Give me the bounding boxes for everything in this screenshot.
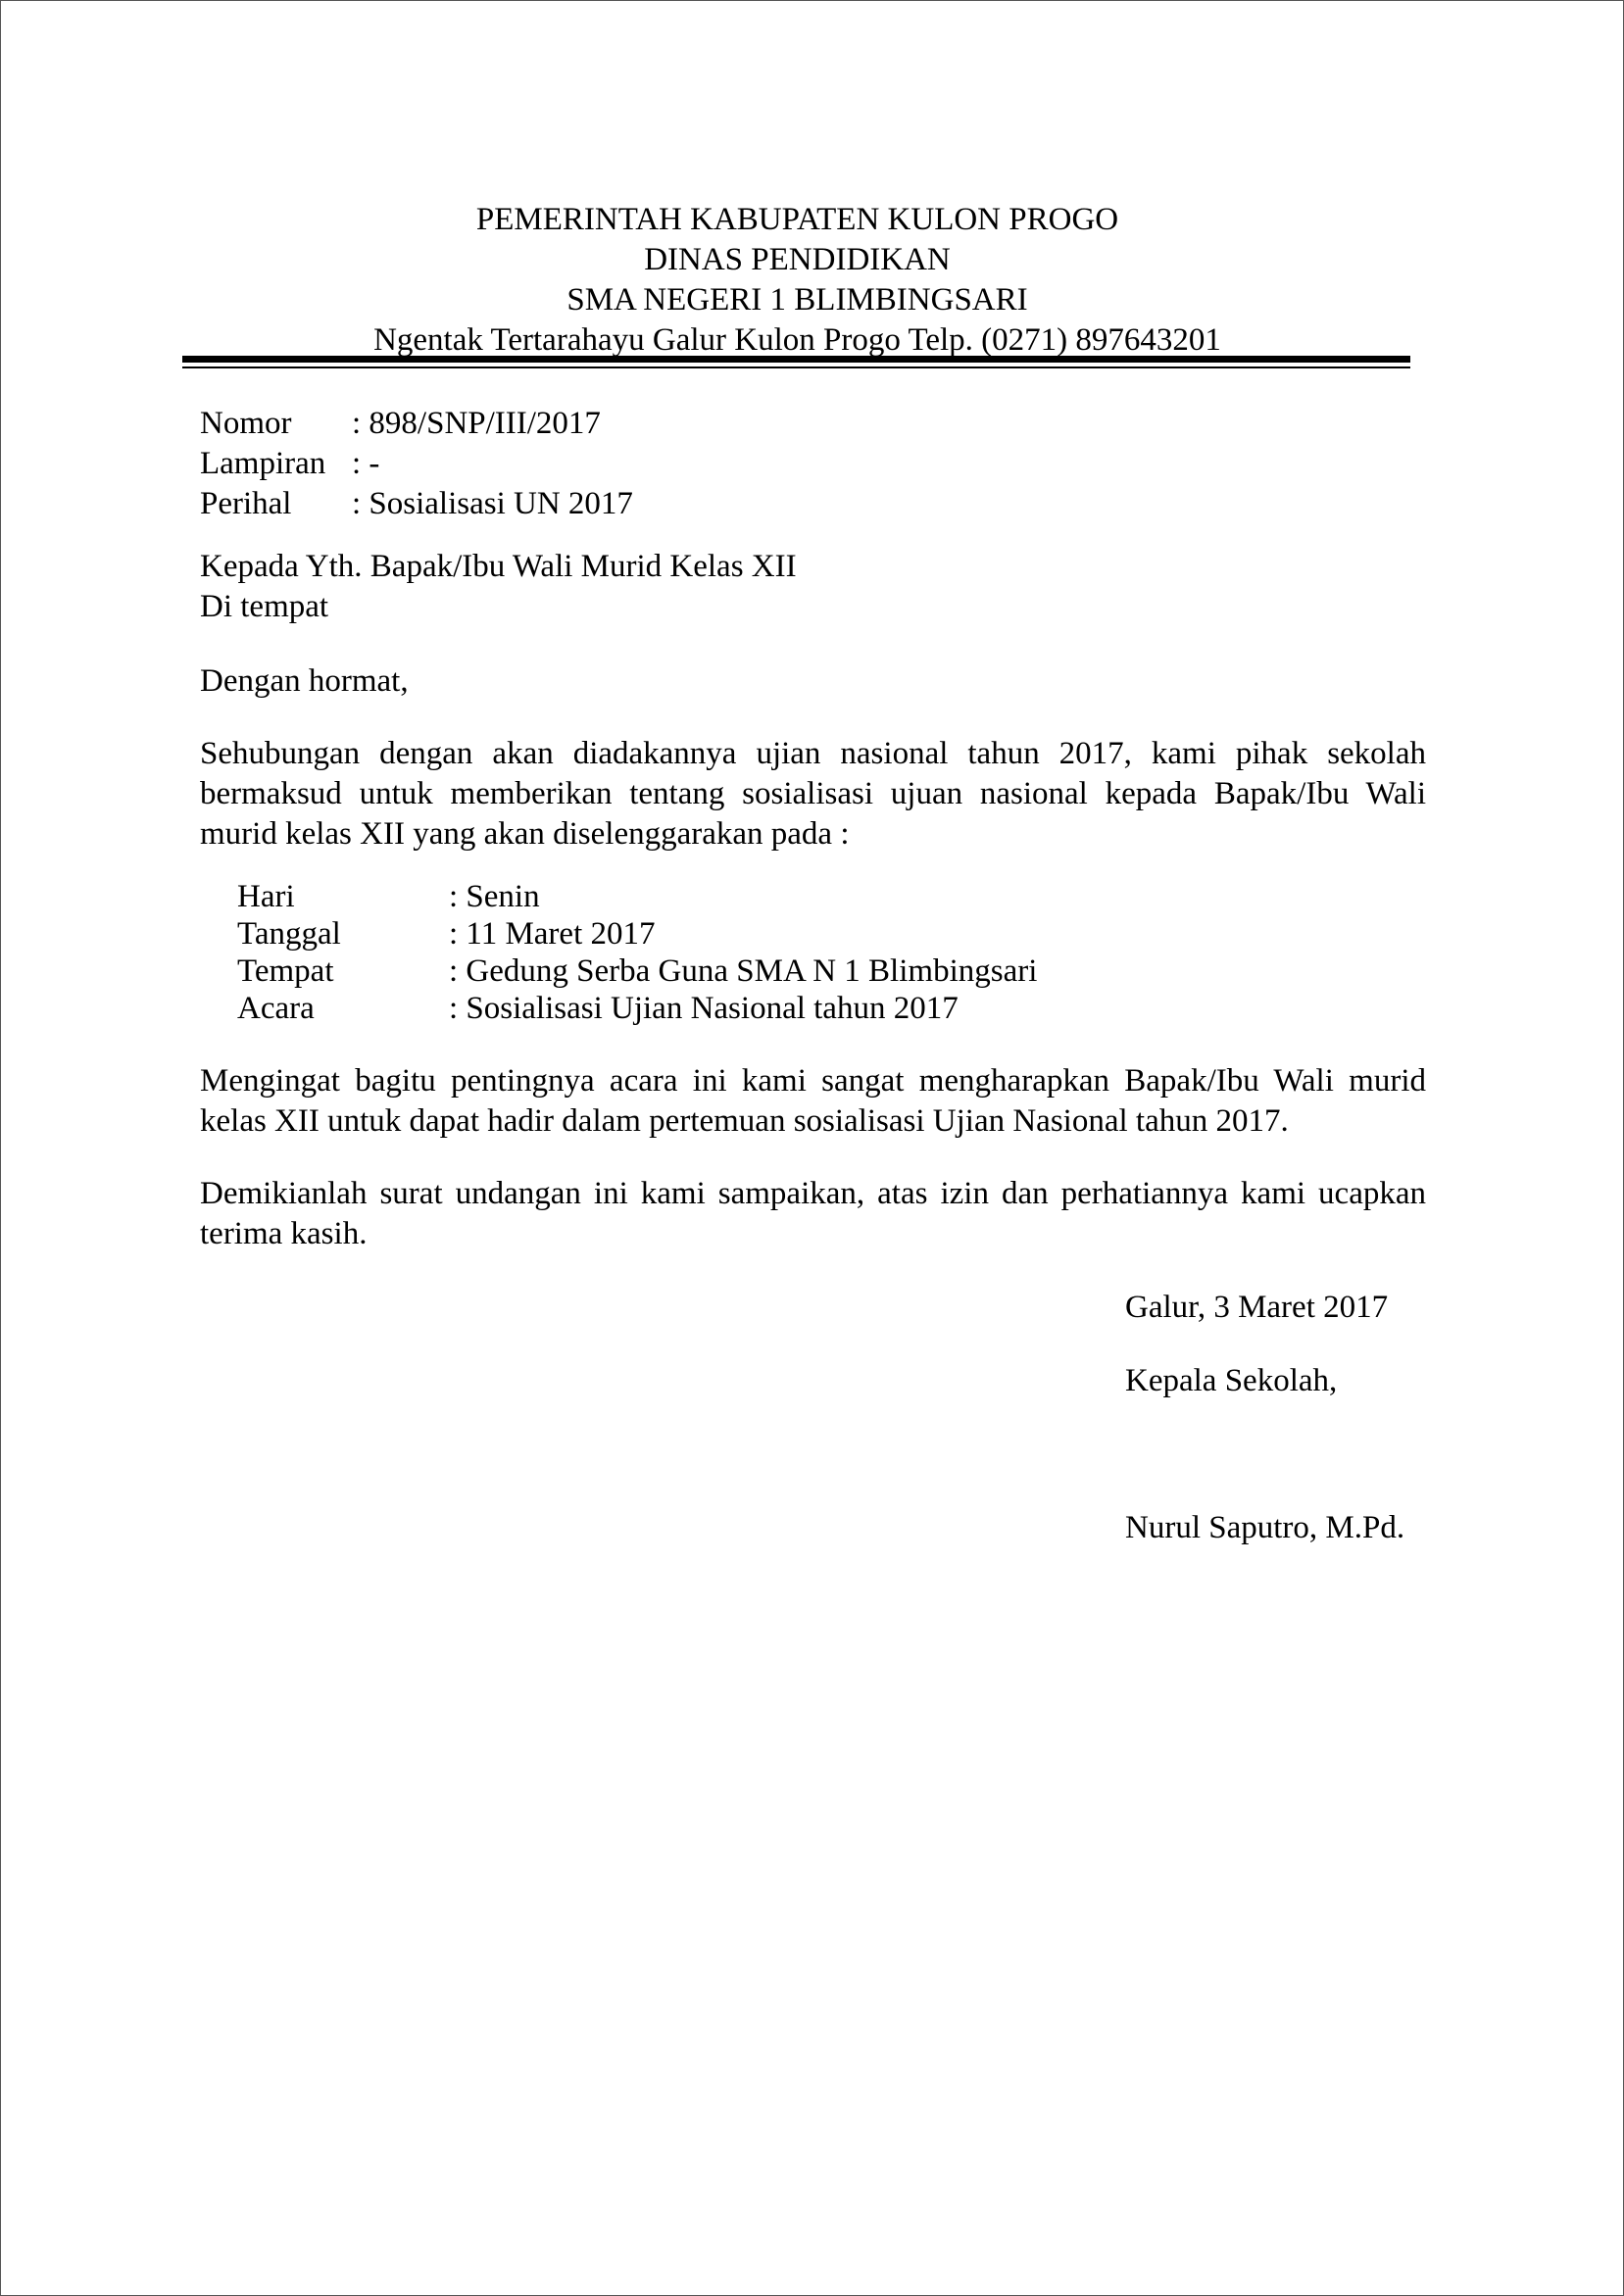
recipient-line: Kepada Yth. Bapak/Ibu Wali Murid Kelas XII (200, 549, 797, 584)
letterhead-department: DINAS PENDIDIKAN (644, 242, 951, 277)
meta-value: : 898/SNP/III/2017 (352, 406, 601, 441)
paragraph-line: kelas XII untuk dapat hadir dalam pertemuan sosialisasi Ujian Nasional tahun 2017. (200, 1103, 1289, 1139)
meta-label: Nomor (200, 406, 292, 441)
signature-title: Kepala Sekolah, (1125, 1363, 1338, 1398)
paragraph-line: Mengingat bagitu pentingnya acara ini kami sangat mengharapkan Bapak/Ibu Wali murid (200, 1063, 1426, 1099)
salutation: Dengan hormat, (200, 663, 409, 699)
detail-value: : Sosialisasi Ujian Nasional tahun 2017 (449, 991, 959, 1026)
paragraph-line: Sehubungan dengan akan diadakannya ujian nasional tahun 2017, kami pihak sekolah (200, 736, 1426, 771)
detail-label: Tanggal (237, 916, 341, 952)
body-paragraph-request (200, 1061, 1426, 1142)
detail-label: Hari (237, 879, 295, 914)
detail-value: : 11 Maret 2017 (449, 916, 656, 952)
letterhead-thick-rule (182, 356, 1410, 363)
detail-value: : Senin (449, 879, 540, 914)
body-paragraph-closing (200, 1174, 1426, 1254)
meta-label: Perihal (200, 486, 292, 521)
body-paragraph-intro (200, 734, 1426, 855)
paragraph-line: terima kasih. (200, 1216, 368, 1251)
meta-value: : Sosialisasi UN 2017 (352, 486, 633, 521)
meta-label: Lampiran (200, 446, 326, 481)
letterhead-government: PEMERINTAH KABUPATEN KULON PROGO (475, 202, 1119, 237)
meta-value: : - (352, 446, 380, 481)
detail-label: Acara (237, 991, 315, 1026)
signature-place-date: Galur, 3 Maret 2017 (1125, 1290, 1389, 1325)
letterhead-address: Ngentak Tertarahayu Galur Kulon Progo Telp. (0271) 897643201 (373, 322, 1221, 358)
recipient-location: Di tempat (200, 589, 329, 624)
signature-name: Nurul Saputro, M.Pd. (1125, 1510, 1405, 1545)
detail-value: : Gedung Serba Guna SMA N 1 Blimbingsari (449, 953, 1038, 989)
paragraph-line: murid kelas XII yang akan diselenggarakan pada : (200, 816, 850, 852)
letterhead-school-name: SMA NEGERI 1 BLIMBINGSARI (566, 282, 1028, 318)
detail-label: Tempat (237, 953, 334, 989)
letterhead-thin-rule (182, 366, 1410, 368)
paragraph-line: Demikianlah surat undangan ini kami sampaikan, atas izin dan perhatiannya kami ucapkan (200, 1176, 1426, 1211)
paragraph-line: bermaksud untuk memberikan tentang sosialisasi ujuan nasional kepada Bapak/Ibu Wali (200, 776, 1426, 811)
